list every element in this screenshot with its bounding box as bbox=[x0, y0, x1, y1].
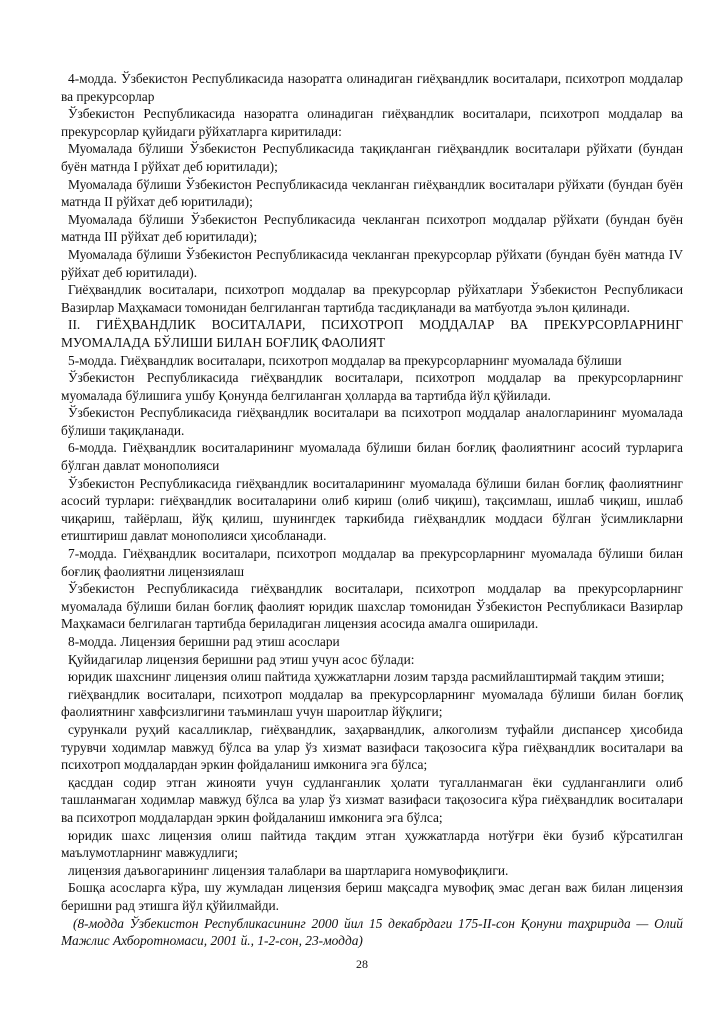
paragraph: Бошқа асосларга кўра, шу жумладан лицензия бериш мақсадга мувофиқ эмас деган важ билан лицензия беришни рад этишга йўл қўйилмайди. bbox=[61, 880, 683, 913]
paragraph: Қуйидагилар лицензия беришни рад этиш учун асос бўлади: bbox=[68, 651, 415, 667]
editorial-note: (8-модда Ўзбекистон Республикасининг 2000 йил 15 декабрдаги 175-II-сон Қонуни таҳририда — Олий Мажлис Ахборотномаси, 2001 й., 1-2-сон, 23-модда) bbox=[61, 915, 683, 949]
paragraph: Ўзбекистон Республикасида назоратга олинадиган гиёҳвандлик воситалари, психотроп моддалар ва прекурсорлар қуйидаги рўйхатларга киритилади: bbox=[61, 106, 683, 139]
article-5-heading: 5-модда. Гиёҳвандлик воситалари, психотроп моддалар ва прекурсорларнинг муомалада бўлиши bbox=[68, 352, 622, 368]
section-heading: II. ГИЁҲВАНДЛИК ВОСИТАЛАРИ, ПСИХОТРОП МОДДАЛАР ВА ПРЕКУРСОРЛАРНИНГ МУОМАЛАДА БЎЛИШИ БИЛАН БОҒЛИҚ ФАОЛИЯТ bbox=[61, 317, 683, 350]
list-item: лицензия даъвогарининг лицензия талаблари ва шартларига номувофиқлиги. bbox=[68, 862, 509, 878]
list-item: Муомалада бўлиши Ўзбекистон Республикасида чекланган гиёҳвандлик воситалари рўйхати (бундан буён матнда II рўйхат деб юритилади); bbox=[61, 176, 683, 210]
paragraph: Гиёҳвандлик воситалари, психотроп моддалар ва прекурсорлар рўйхатлари Ўзбекистон Республикаси Вазирлар Маҳкамаси томонидан белгиланган тартибда тасдиқланади ва матбуотда эълон қилинади. bbox=[61, 282, 683, 315]
list-item: Муомалада бўлиши Ўзбекистон Республикасида тақиқланган гиёҳвандлик воситалари рўйхати (бундан буён матнда I рўйхат деб юритилади); bbox=[61, 141, 683, 174]
document-body bbox=[61, 70, 683, 950]
article-7-heading: 7-модда. Гиёҳвандлик воситалари, психотроп моддалар ва прекурсорларнинг муомалада бўлиши билан боғлиқ фаолиятни лицензиялаш bbox=[61, 546, 683, 579]
article-6-heading: 6-модда. Гиёҳвандлик воситаларининг муомалада бўлиши билан боғлиқ фаолиятнинг асосий турларига бўлган давлат монополияси bbox=[61, 440, 683, 474]
paragraph: Ўзбекистон Республикасида гиёҳвандлик воситаларининг муомалада бўлиши билан боғлиқ фаолиятнинг асосий турлари: гиёҳвандлик воситаларини олиб кириш (олиб чиқиш), тақсимлаш, ишлаб чиқиш, ишлаб чиқариш, тайёрлаш, йўқ қилиш, шунингдек таркибида гиёҳвандлик моддаси бўлган ўсимликларни етиштириш давлат монополияси ҳисобланади. bbox=[61, 475, 683, 544]
list-item: юридик шахснинг лицензия олиш пайтида ҳужжатларни лозим тарзда расмийлаштирмай тақдим этиши; bbox=[68, 669, 665, 685]
paragraph: Ўзбекистон Республикасида гиёҳвандлик воситалари, психотроп моддалар ва прекурсорларнинг муомалада бўлиши билан боғлиқ фаолият юридик шахслар томонидан Ўзбекистон Республикаси Вазирлар Маҳкамаси белгилаган тартибда бериладиган лицензия асосида амалга оширилади. bbox=[61, 581, 683, 632]
list-item: Муомалада бўлиши Ўзбекистон Республикасида чекланган прекурсорлар рўйхати (бундан буён матнда IV рўйхат деб юритилади). bbox=[61, 246, 683, 280]
list-item: Муомалада бўлиши Ўзбекистон Республикасида чекланган психотроп моддалар рўйхати (бундан буён матнда III рўйхат деб юритилади); bbox=[61, 211, 683, 245]
list-item: гиёҳвандлик воситалари, психотроп моддалар ва прекурсорларнинг муомалада бўлиши билан боғлиқ фаолиятнинг хавфсизлигини таъминлаш учун шароитлар йўқлиги; bbox=[61, 686, 683, 720]
article-8-heading: 8-модда. Лицензия беришни рад этиш асослари bbox=[68, 634, 340, 649]
page-number: 28 bbox=[356, 957, 368, 971]
paragraph: Ўзбекистон Республикасида гиёҳвандлик воситалари ва психотроп моддалар аналогларининг муомалада бўлиши тақиқланади. bbox=[61, 405, 683, 438]
list-item: қасддан содир этган жинояти учун судланганлик ҳолати тугалланмаган ёки судланганлиги олиб ташланмаган ходимлар мавжуд бўлса ва улар ўз хизмат вазифаси тақозосига кўра гиёҳвандлик воситалари ва психотроп моддалардан эркин фойдаланиш имконига эга бўлса; bbox=[61, 774, 683, 825]
list-item: юридик шахс лицензия олиш пайтида тақдим этган ҳужжатларда нотўғри ёки бузиб кўрсатилган маълумотларнинг мавжудлиги; bbox=[61, 827, 683, 861]
article-4-heading: 4-модда. Ўзбекистон Республикасида назоратга олинадиган гиёҳвандлик воситалари, психотроп моддалар ва прекурсорлар bbox=[61, 71, 683, 104]
paragraph: Ўзбекистон Республикасида гиёҳвандлик воситалари, психотроп моддалар ва прекурсорларнинг муомалада бўлишига ушбу Қонунда белгиланган ҳолларда ва тартибда йўл қўйилади. bbox=[61, 370, 683, 403]
list-item: сурункали руҳий касалликлар, гиёҳвандлик, заҳарвандлик, алкоголизм туфайли диспансер ҳисобида турувчи ходимлар мавжуд бўлса ва улар ўз хизмат вазифаси тақозосига кўра гиёҳвандлик воситалари ва психотроп моддалардан эркин фойдаланиш имконига эга бўлса; bbox=[61, 721, 683, 773]
